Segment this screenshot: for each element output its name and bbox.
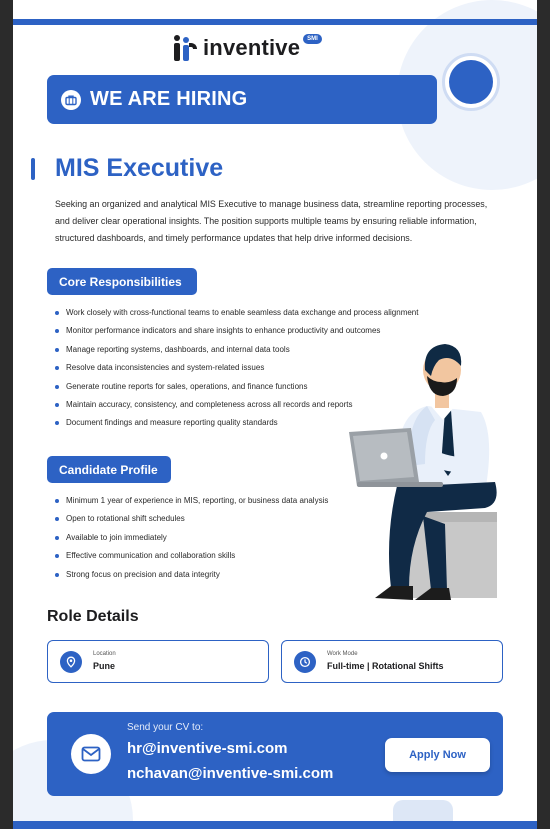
job-poster bbox=[13, 0, 537, 829]
list-item: Generate routine reports for sales, operations, and finance functions bbox=[55, 380, 418, 398]
list-item: Resolve data inconsistencies and system-related issues bbox=[55, 361, 418, 379]
list-item: Available to join immediately bbox=[55, 531, 328, 549]
recruiter-email-link[interactable]: nchavan@inventive-smi.com bbox=[127, 765, 334, 782]
brand-badge: SMI bbox=[303, 34, 322, 44]
top-accent-bar bbox=[13, 19, 537, 25]
list-item: Monitor performance indicators and share insights to enhance productivity and outcomes bbox=[55, 324, 418, 342]
logo-mark-icon bbox=[173, 35, 197, 61]
hiring-banner bbox=[47, 75, 437, 124]
job-title: MIS Executive bbox=[55, 154, 224, 182]
briefcase-icon bbox=[61, 90, 81, 110]
work-mode-value: Full-time | Rotational Shifts bbox=[327, 661, 444, 671]
title-accent bbox=[31, 158, 35, 180]
decorative-circle bbox=[442, 53, 500, 111]
brand-name: inventive bbox=[203, 35, 301, 60]
send-cv-label: Send your CV to: bbox=[127, 722, 204, 733]
list-item: Maintain accuracy, consistency, and completeness across all records and reports bbox=[55, 398, 418, 416]
list-item: Manage reporting systems, dashboards, and internal data tools bbox=[55, 343, 418, 361]
man-with-laptop-illustration bbox=[335, 336, 507, 608]
responsibilities-heading: Core Responsibilities bbox=[47, 268, 197, 295]
location-pin-icon bbox=[60, 651, 82, 673]
apply-now-button[interactable]: Apply Now bbox=[385, 738, 490, 772]
list-item: Work closely with cross-functional teams to enable seamless data exchange and process alignment bbox=[55, 306, 418, 324]
role-details-heading: Role Details bbox=[47, 608, 139, 625]
hr-email-link[interactable]: hr@inventive-smi.com bbox=[127, 740, 288, 757]
hiring-title: WE ARE HIRING bbox=[90, 88, 248, 110]
mail-icon bbox=[71, 734, 111, 774]
clock-icon bbox=[294, 651, 316, 673]
apply-panel bbox=[47, 712, 503, 796]
list-item: Strong focus on precision and data integrity bbox=[55, 568, 328, 586]
list-item: Open to rotational shift schedules bbox=[55, 512, 328, 530]
list-item: Minimum 1 year of experience in MIS, reporting, or business data analysis bbox=[55, 494, 328, 512]
candidate-profile-heading: Candidate Profile bbox=[47, 456, 171, 483]
work-mode-label: Work Mode bbox=[327, 651, 358, 657]
location-card bbox=[47, 640, 269, 683]
location-label: Location bbox=[93, 651, 116, 657]
list-item: Document findings and measure reporting quality standards bbox=[55, 416, 418, 434]
bottom-accent-bar bbox=[13, 821, 537, 829]
job-intro: Seeking an organized and analytical MIS Executive to manage business data, streamline reporting processes, and deliver clear operational insights. The position supports multiple teams by ensuring reliable information, structured dashboards, and timely performance updates that help drive informed decisions. bbox=[55, 199, 488, 243]
candidate-profile-list bbox=[55, 494, 328, 586]
brand-logo bbox=[173, 33, 322, 63]
location-value: Pune bbox=[93, 661, 116, 671]
list-item: Effective communication and collaboration skills bbox=[55, 549, 328, 567]
work-mode-card bbox=[281, 640, 503, 683]
